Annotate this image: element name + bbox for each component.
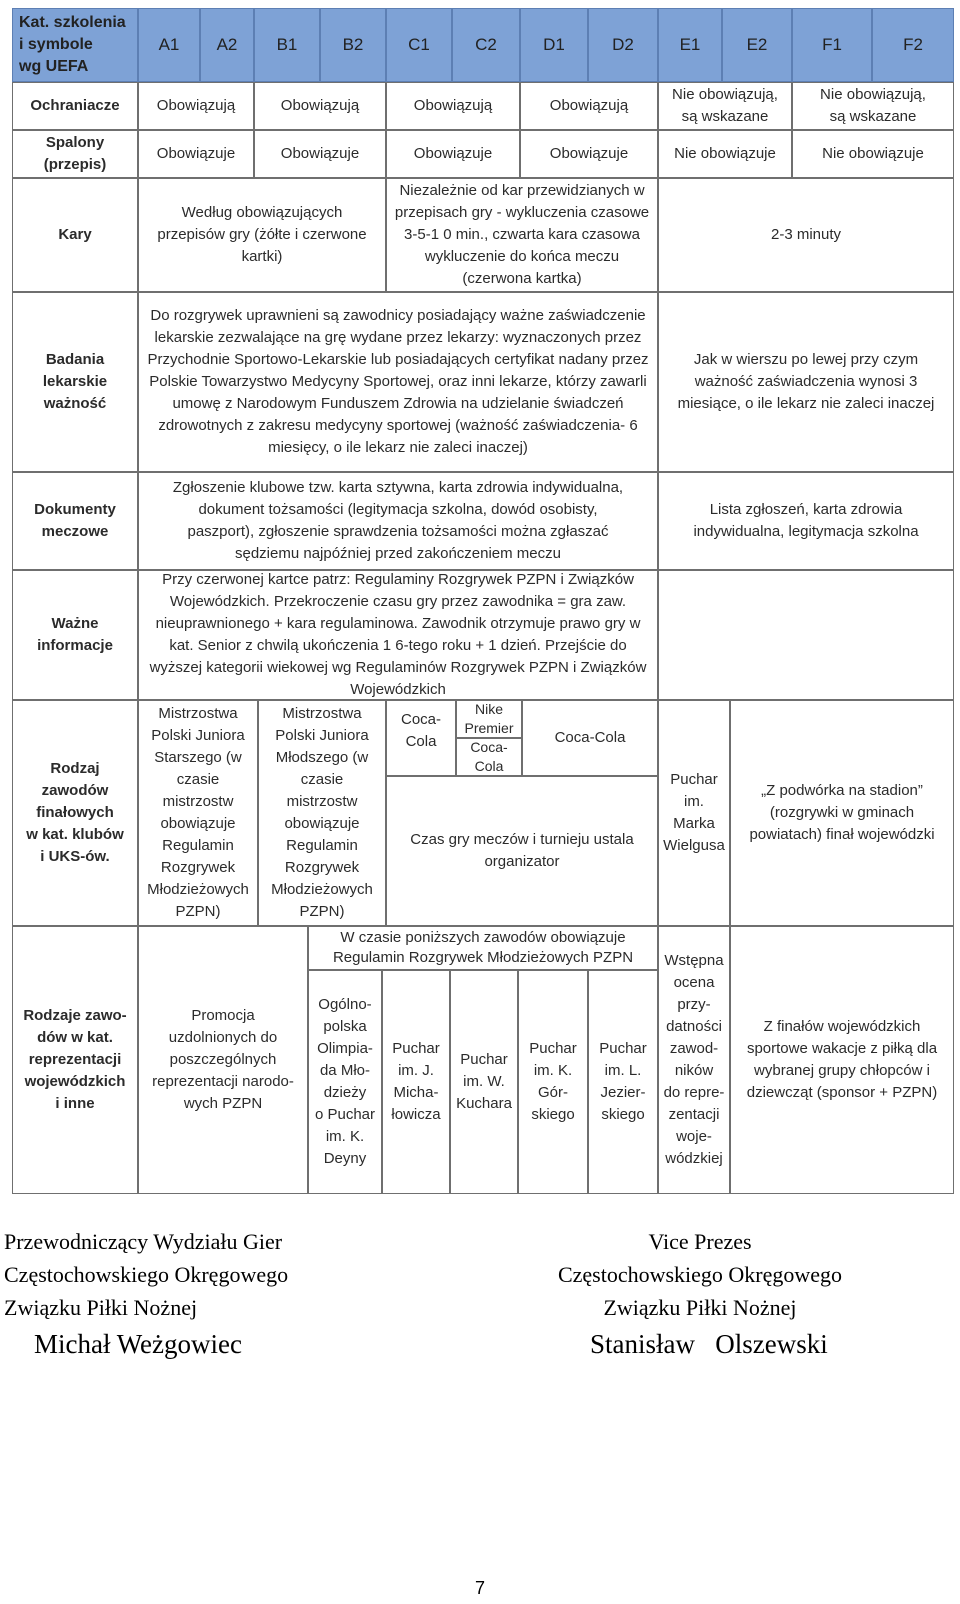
puchar-gorskiego: Puchar im. K. Gór- skiego bbox=[518, 970, 588, 1194]
kary-ab: Według obowiązujących przepisów gry (żółte i czerwone kartki) bbox=[138, 178, 386, 292]
puchar-kuchara: Puchar im. W. Kuchara bbox=[450, 970, 518, 1194]
header-cat-10: F1 bbox=[792, 8, 872, 82]
header-cat-3: B2 bbox=[320, 8, 386, 82]
mp-starszy: Mistrzostwa Polski Juniora Starszego (w czasie mistrzostw obowiązuje Regulamin Rozgrywek Młodzieżowych PZPN) bbox=[138, 700, 258, 926]
row-label-rodzaj: Rodzaj zawodów finałowych w kat. klubów i UKS-ów. bbox=[12, 700, 138, 926]
signature-right-title: Vice Prezes Częstochowskiego Okręgowego Związku Piłki Nożnej bbox=[557, 1229, 843, 1320]
row-label-dokumenty: Dokumenty meczowe bbox=[12, 472, 138, 570]
kary-cd: Niezależnie od kar przewidzianych w przepisach gry - wykluczenia czasowe 3-5-1 0 min., czwarta kara czasowa wykluczenie do końca meczu (czerwona kartka) bbox=[386, 178, 658, 292]
categories-table bbox=[12, 8, 954, 1194]
header-cat-9: E2 bbox=[722, 8, 792, 82]
cocacola-c2: Coca- Cola bbox=[456, 738, 522, 776]
wazne-ad: Przy czerwonej kartce patrz: Regulaminy Rozgrywek PZPN i Związków Wojewódzkich. Przekroczenie czasu gry przez zawodnika = gra zaw. nieuprawnionego + kara regulaminowa. Zawodnik otrzymuje prawo gry w kat. Senior z chwilą ukończenia 1 6-tego roku + 1 dzień. Przejście do wyższej kategorii wiekowej wg Regulaminów Rozgrywek PZPN i Związków Wojewódzkich bbox=[138, 570, 658, 700]
spalony-a: Obowiązuje bbox=[138, 130, 254, 178]
dokumenty-ad: Zgłoszenie klubowe tzw. karta sztywna, karta zdrowia indywidualna, dokument tożsamości (legitymacja szkolna, dowód osobisty, paszport), zgłoszenie sprawdzenia tożsamości można zgłaszać sędziemu najpóźniej przed zakończeniem meczu bbox=[138, 472, 658, 570]
czas-gry: Czas gry meczów i turnieju ustala organizator bbox=[386, 776, 658, 926]
finaly-wakacje: Z finałów wojewódzkich sportowe wakacje z piłką dla wybranej grupy chłopców i dziewcząt (sponsor + PZPN) bbox=[730, 926, 954, 1194]
row-label-ochraniacze: Ochraniacze bbox=[12, 82, 138, 130]
badania-ef: Jak w wierszu po lewej przy czym ważność zaświadczenia wynosi 3 miesiące, o ile lekarz nie zaleci inaczej bbox=[658, 292, 954, 472]
ochraniacze-f: Nie obowiązują, są wskazane bbox=[792, 82, 954, 130]
header-cat-0: A1 bbox=[138, 8, 200, 82]
nike-premier: Nike Premier bbox=[456, 700, 522, 738]
cocacola-d: Coca-Cola bbox=[522, 700, 658, 776]
puchar-jezierskiego: Puchar im. L. Jezier- skiego bbox=[588, 970, 658, 1194]
header-cat-2: B1 bbox=[254, 8, 320, 82]
header-cat-11: F2 bbox=[872, 8, 954, 82]
z-podworka: „Z podwórka na stadion” (rozgrywki w gminach powiatach) finał wojewódzki bbox=[730, 700, 954, 926]
wstepna-ocena: Wstępna ocena przy- datności zawod- ników do repre- zentacji woje- wódzkiej bbox=[658, 926, 730, 1194]
ochraniacze-ab: Obowiązują bbox=[138, 82, 254, 130]
spalony-e: Nie obowiązuje bbox=[658, 130, 792, 178]
header-cat-4: C1 bbox=[386, 8, 452, 82]
ochraniacze-b: Obowiązują bbox=[254, 82, 386, 130]
row-label-reprezentacje: Rodzaje zawo- dów w kat. reprezentacji wojewódzkich i inne bbox=[12, 926, 138, 1194]
page-number: 7 bbox=[474, 1578, 485, 1598]
header-cat-1: A2 bbox=[200, 8, 254, 82]
regulamin-note: W czasie poniższych zawodów obowiązuje Regulamin Rozgrywek Młodzieżowych PZPN bbox=[308, 926, 658, 970]
signature-right-name: Stanisław Olszewski bbox=[590, 1329, 828, 1359]
row-label-badania: Badania lekarskie ważność bbox=[12, 292, 138, 472]
ochraniacze-e: Nie obowiązują, są wskazane bbox=[658, 82, 792, 130]
mp-mlodszy: Mistrzostwa Polski Juniora Młodszego (w czasie mistrzostw obowiązuje Regulamin Rozgrywek Młodzieżowych PZPN) bbox=[258, 700, 386, 926]
ochraniacze-c: Obowiązują bbox=[386, 82, 520, 130]
kary-ef: 2-3 minuty bbox=[658, 178, 954, 292]
header-corner: Kat. szkolenia i symbole wg UEFA bbox=[12, 8, 138, 82]
badania-ad: Do rozgrywek uprawnieni są zawodnicy posiadający ważne zaświadczenie lekarskie zezwalające na grę wydane przez lekarzy: wyznaczonych przez Przychodnie Sportowo-Lekarskie lub posiadających certyfikat nadany przez Polskie Towarzystwo Medycyny Sportowej, oraz inni lekarze, którzy zawarli umowę z Narodowym Funduszem Zdrowia na udzielanie świadczeń zdrowotnych z zakresu medycyny sportowej (ważność zaświadczenia- 6 miesięcy, o ile lekarz nie zaleci inaczej) bbox=[138, 292, 658, 472]
cocacola-c1: Coca- Cola bbox=[386, 700, 456, 776]
row-label-wazne: Ważne informacje bbox=[12, 570, 138, 700]
signature-left-title: Przewodniczący Wydziału Gier Częstochowskiego Okręgowego Związku Piłki Nożnej bbox=[4, 1229, 289, 1320]
row-label-spalony: Spalony (przepis) bbox=[12, 130, 138, 178]
signature-left-name: Michał Weżgowiec bbox=[34, 1329, 242, 1359]
dokumenty-ef: Lista zgłoszeń, karta zdrowia indywidualna, legitymacja szkolna bbox=[658, 472, 954, 570]
puchar-wielgusa: Puchar im. Marka Wielgusa bbox=[658, 700, 730, 926]
spalony-d: Obowiązuje bbox=[520, 130, 658, 178]
spalony-f: Nie obowiązuje bbox=[792, 130, 954, 178]
header-cat-5: C2 bbox=[452, 8, 520, 82]
puchar-michalowicza: Puchar im. J. Micha- łowicza bbox=[382, 970, 450, 1194]
wazne-ef bbox=[658, 570, 954, 700]
ochraniacze-d: Obowiązują bbox=[520, 82, 658, 130]
header-cat-8: E1 bbox=[658, 8, 722, 82]
spalony-c: Obowiązuje bbox=[386, 130, 520, 178]
header-cat-6: D1 bbox=[520, 8, 588, 82]
promocja: Promocja uzdolnionych do poszczególnych reprezentacji narodo-wych PZPN bbox=[138, 926, 308, 1194]
header-cat-7: D2 bbox=[588, 8, 658, 82]
spalony-b: Obowiązuje bbox=[254, 130, 386, 178]
row-label-kary: Kary bbox=[12, 178, 138, 292]
olimpiada-deyny: Ogólno- polska Olimpia- da Mło- dzieży o Puchar im. K. Deyny bbox=[308, 970, 382, 1194]
